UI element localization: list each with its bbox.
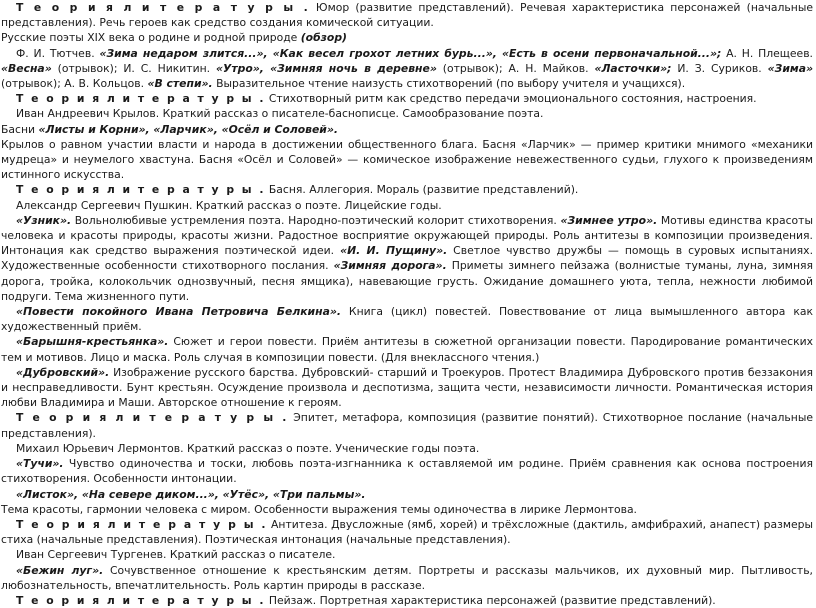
- text: Тема красоты, гармонии человека с миром. Особенности выражения темы одиночества в лирике Лермонтова.: [1, 502, 637, 516]
- text: Сочувственное отношение к крестьянским детям. Портреты и рассказы мальчиков, их духовный мир. Пытливость, любознательность, впечатлительность. Роль картин природы в рассказе.: [1, 563, 813, 592]
- emph: «Зимнее утро».: [560, 213, 658, 227]
- text: И. З. Суриков.: [671, 61, 768, 75]
- para-tuchi: [1, 456, 813, 486]
- emph: «Листы и Корни», «Ларчик», «Осёл и Соловей».: [38, 122, 338, 136]
- para-theory-antithesis: [1, 517, 813, 547]
- text: Выразительное чтение наизусть стихотворений (по выбору учителя и учащихся).: [212, 77, 686, 91]
- para-lermontov: [1, 441, 813, 456]
- emph: «Зимняя дорога».: [333, 259, 447, 273]
- para-theory-landscape: [1, 593, 813, 608]
- text: (отрывок); А. В. Кольцов.: [1, 77, 148, 91]
- emph: «Повести покойного Ивана Петровича Белкина».: [16, 305, 341, 319]
- text: Иван Андреевич Крылов. Краткий рассказ о писателе-баснописце. Самообразование поэта.: [16, 107, 544, 121]
- para-pushkin: [1, 198, 813, 213]
- para-lermontov-theme: [1, 502, 813, 517]
- para-poets-list: [1, 46, 813, 92]
- emph: «В степи».: [147, 77, 213, 91]
- text: Мотивы единства красоты человека и красоты природы, красоты жизни. Радостное восприятие окружающей природы. Роль антитезы в композиции произведения. Интонация как средство выражения поэтической идеи.: [1, 213, 813, 258]
- theory-label: Т е о р и я л и т е р а т у р ы .: [16, 593, 266, 607]
- text: Стихотворный ритм как средство передачи эмоционального состояния, настроения.: [265, 92, 757, 106]
- text: Изображение русского барства. Дубровский- старший и Троекуров. Протест Владимира Дубровского против беззакония и несправедливости. Бунт крестьян. Осуждение произвола и деспотизма, защита чести, независимости личности. Романтическая история любви Владимира и Маши. Авторское отношение к героям.: [1, 365, 813, 410]
- text: (отрывок); А. Н. Майков.: [436, 61, 595, 75]
- text: Чувство одиночества и тоски, любовь поэта-изгнанника к оставляемой им родине. Приём сравнения как основа построения стихотворения. Особенности интонации.: [1, 457, 813, 486]
- theory-label: Т е о р и я л и т е р а т у р ы .: [16, 517, 268, 531]
- text: Юмор (развитие представлений). Речевая характеристика персонажей (начальные представления). Речь героев как средство создания комической ситуации.: [1, 1, 813, 30]
- para-theory-rhythm: [1, 91, 813, 106]
- text: Антитеза. Двусложные (ямб, хорей) и трёхсложные (дактиль, амфибрахий, анапест) размеры стиха (начальные представления). Поэтическая интонация (начальные представления).: [1, 517, 814, 547]
- emph: «Тучи».: [16, 457, 64, 471]
- emph: «Листок», «На севере диком...», «Утёс», «Три пальмы».: [16, 487, 366, 501]
- theory-label: Т е о р и я л и т е р а т у р ы .: [16, 92, 266, 106]
- para-baryshnya: [1, 334, 813, 364]
- text: Крылов о равном участии власти и народа в достижении общественного блага. Басня «Ларчик» — пример критики мнимого «механики мудреца» и неумелого хвастуна. Басня «Осёл и Соловей» — комическое изображение невежественного судьи, глухого к произведениям истинного искусства.: [1, 137, 813, 182]
- text: (отрывок); И. С. Никитин.: [51, 61, 217, 75]
- text: Светлое чувство дружбы — помощь в суровых испытаниях. Художественные особенности стихотворного послания.: [1, 244, 813, 273]
- theory-label: Т е о р и я л и т е р а т у р ы .: [16, 183, 266, 197]
- text: Михаил Юрьевич Лермонтов. Краткий рассказ о поэте. Ученические годы поэта.: [16, 441, 480, 455]
- text: Иван Сергеевич Тургенев. Краткий рассказ о писателе.: [16, 548, 336, 562]
- para-fables: [1, 122, 813, 137]
- text: Пейзаж. Портретная характеристика персонажей (развитие представлений).: [265, 593, 716, 607]
- emph: «Бежин луг».: [16, 563, 104, 577]
- para-krylov-desc: [1, 137, 813, 183]
- emph: «Зима»: [767, 61, 814, 75]
- para-krylov: [1, 106, 813, 121]
- emph: «Барышня-крестьянка».: [16, 335, 169, 349]
- para-theory-fable: [1, 182, 813, 197]
- para-lermontov-poems: [1, 487, 813, 502]
- text: Сюжет и герои повести. Приём антитезы в сюжетной организации повести. Пародирование романтических тем и мотивов. Лицо и маска. Роль случая в композиции повести. (Для внеклассного чтения.): [1, 335, 813, 364]
- text: Приметы зимнего пейзажа (волнистые туманы, луна, зимняя дорога, тройка, колокольчик однозвучный, песня ямщика), навевающие грусть. Ожидание домашнего уюта, тепла, нежности любимой подруги. Тема жизненного пути.: [1, 259, 813, 303]
- text: Эпитет, метафора, композиция (развитие понятий). Стихотворное послание (начальные представления).: [1, 411, 813, 440]
- emph: «Узник».: [16, 213, 72, 227]
- para-belkin: [1, 304, 813, 334]
- text: Вольнолюбивые устремления поэта. Народно-поэтический колорит стихотворения.: [71, 213, 561, 227]
- text: А. Н. Плещеев.: [721, 46, 813, 60]
- emph: «Дубровский».: [16, 365, 110, 379]
- emph: «Весна»: [1, 61, 52, 75]
- para-turgenev: [1, 547, 813, 562]
- para-dubrovsky: [1, 365, 813, 411]
- text: Басня. Аллегория. Мораль (развитие представлений).: [265, 183, 579, 197]
- para-theory-humor: [1, 0, 813, 30]
- para-theory-epithet: [1, 410, 813, 440]
- theory-label: Т е о р и я л и т е р а т у р ы .: [16, 411, 289, 425]
- text: Ф. И. Тютчев.: [16, 46, 100, 60]
- text: Русские поэты XIX века о родине и родной природе: [1, 31, 301, 45]
- para-poets-heading: [1, 30, 813, 45]
- para-bezhin: [1, 563, 813, 593]
- para-pushkin-poems: [1, 213, 813, 304]
- theory-label: Т е о р и я л и т е р а т у р ы .: [16, 1, 310, 14]
- text: Александр Сергеевич Пушкин. Краткий рассказ о поэте. Лицейские годы.: [16, 198, 442, 212]
- emph: «Зима недаром злится...», «Как весел грохот летних бурь...», «Есть в осени первоначальной...»;: [99, 46, 722, 60]
- emph: «Ласточки»;: [594, 61, 672, 75]
- text: Басни: [1, 122, 39, 136]
- emph: «Утро», «Зимняя ночь в деревне»: [216, 61, 437, 75]
- emph: «И. И. Пущину».: [340, 244, 448, 258]
- emph: (обзор): [300, 31, 347, 45]
- text: Книга (цикл) повестей. Повествование от лица вымышленного автора как художественный приём.: [1, 305, 813, 334]
